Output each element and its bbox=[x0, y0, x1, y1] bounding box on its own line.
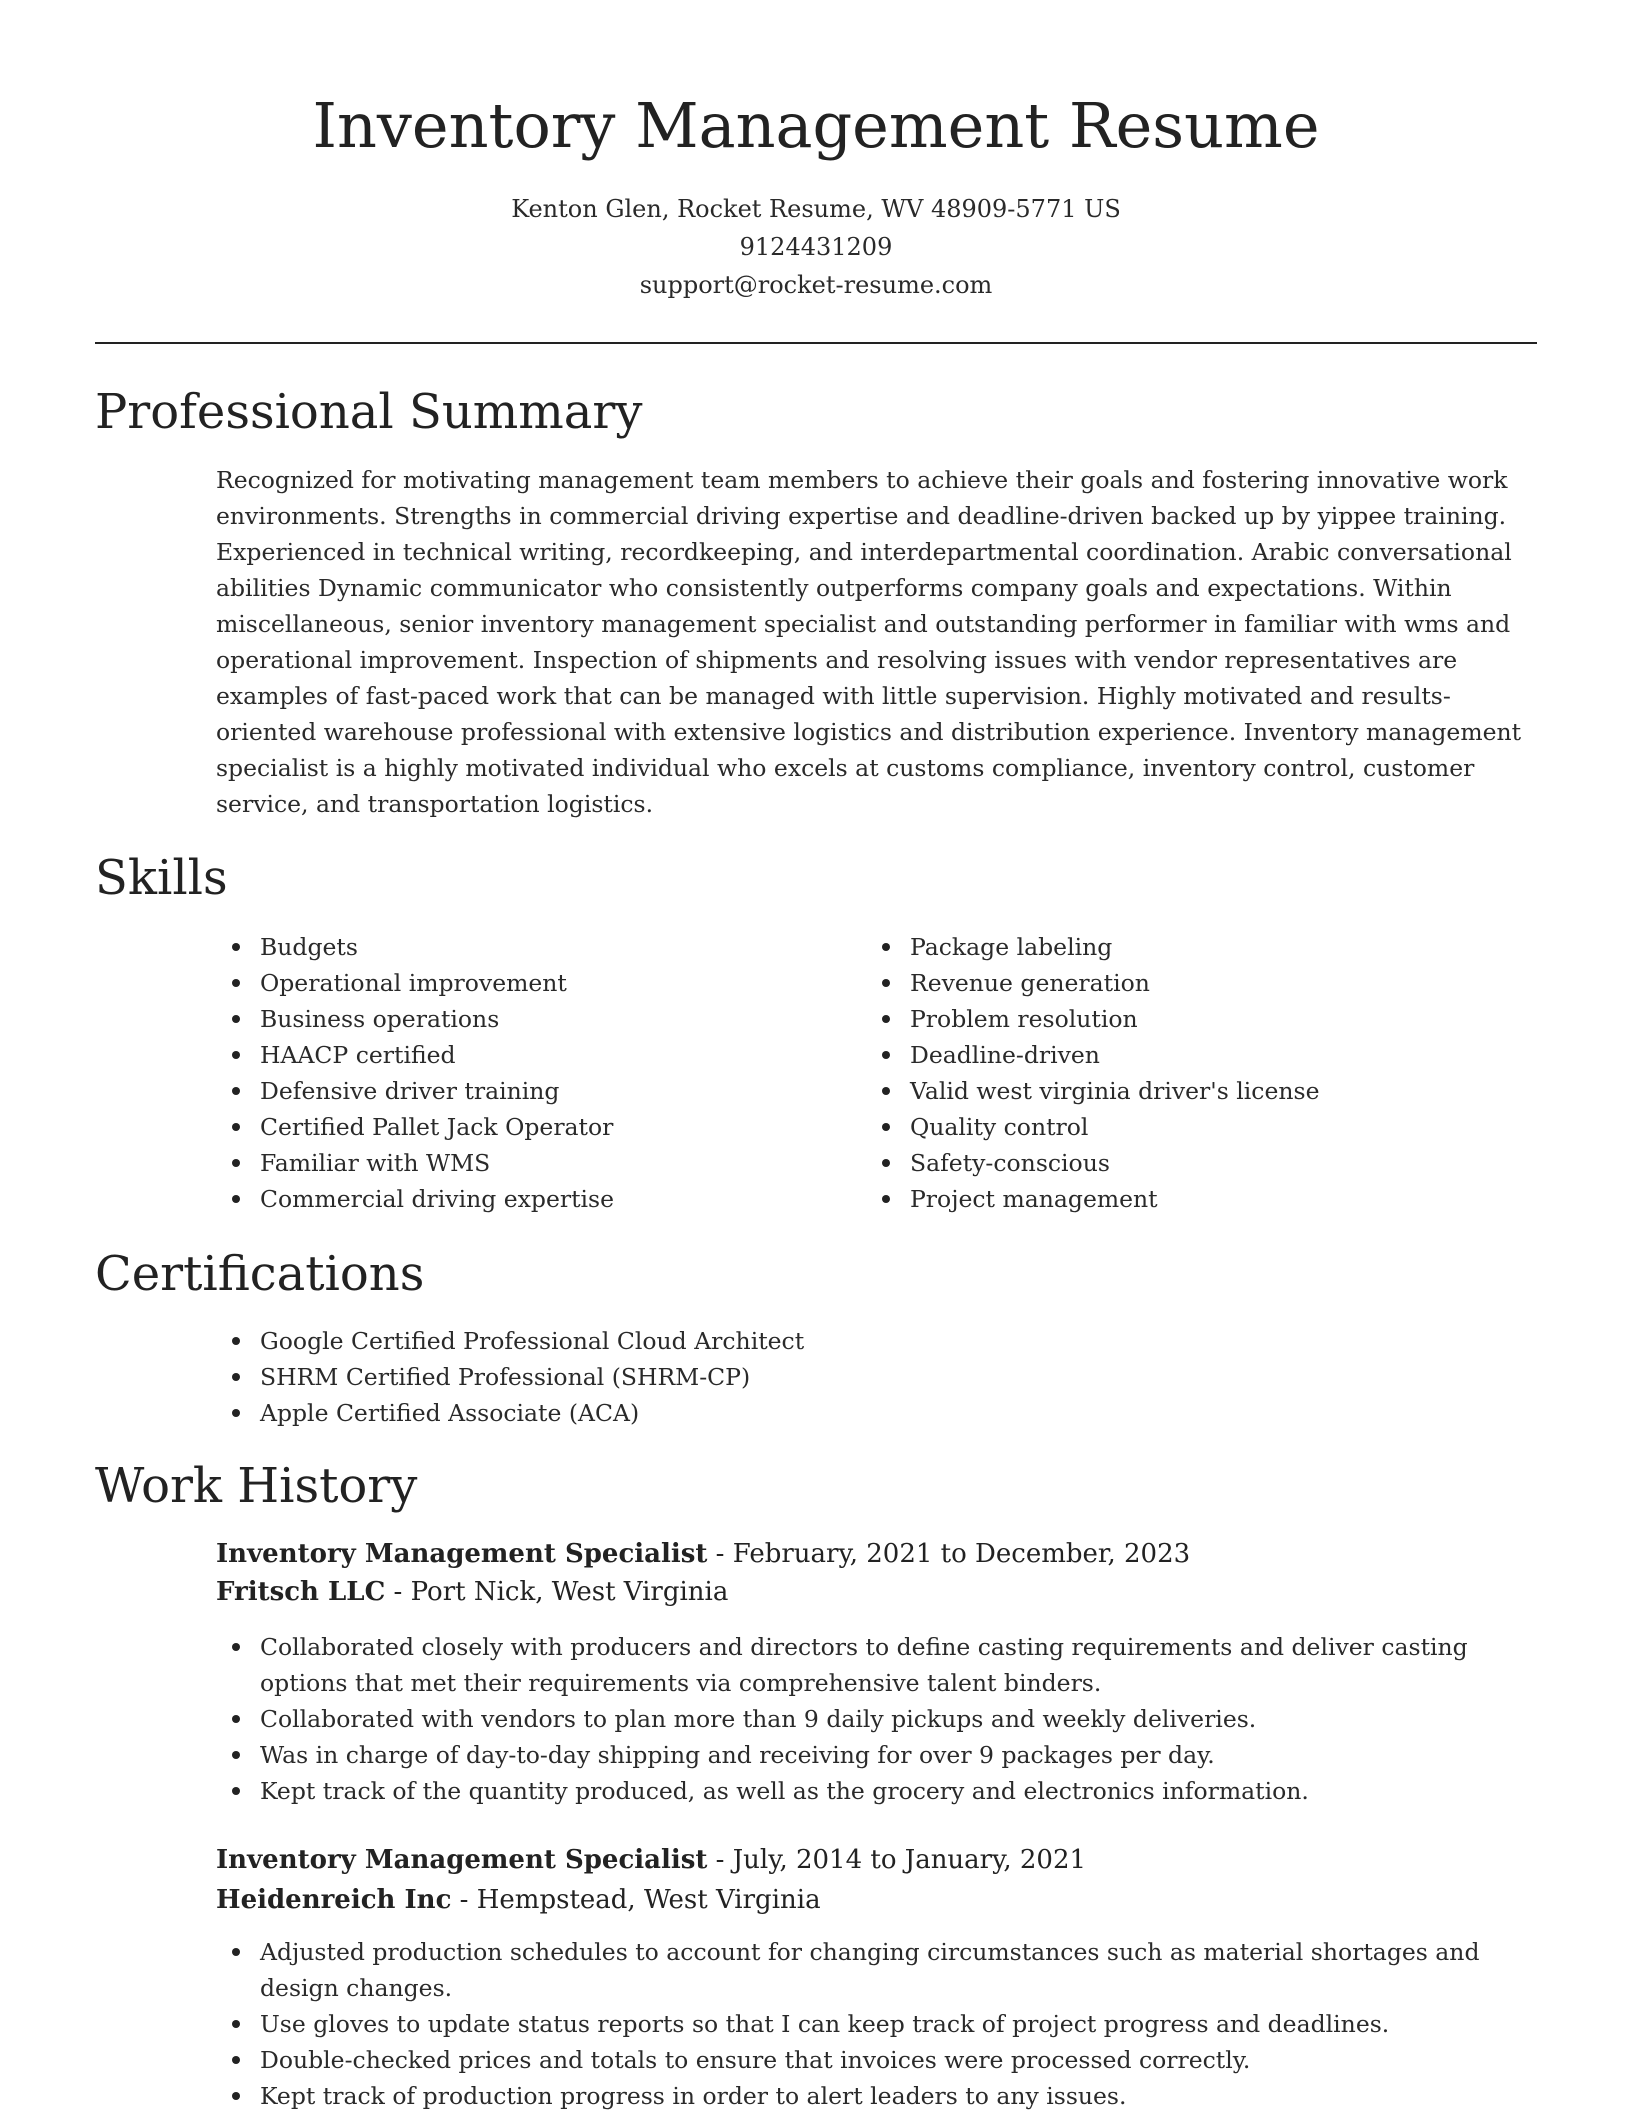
contact-phone: 9124431209 bbox=[739, 233, 893, 261]
list-item: Use gloves to update status reports so that I can keep track of project progress and deadlines. bbox=[260, 2006, 1550, 2042]
job-bullets bbox=[216, 1629, 1550, 1809]
job-title-line bbox=[216, 1535, 1190, 1573]
resume-title: Inventory Management Resume bbox=[312, 89, 1320, 162]
list-item: Operational improvement bbox=[260, 965, 860, 1001]
job-company: Fritsch LLC bbox=[216, 1577, 386, 1607]
list-item: Adjusted production schedules to account for changing circumstances such as material shortages and design changes. bbox=[260, 1934, 1550, 2006]
list-item: Problem resolution bbox=[910, 1001, 1550, 1037]
job-company: Heidenreich Inc bbox=[216, 1885, 452, 1915]
skills-heading: Skills bbox=[95, 850, 228, 906]
list-item: Collaborated with vendors to plan more than 9 daily pickups and weekly deliveries. bbox=[260, 1701, 1550, 1737]
list-item: Safety-conscious bbox=[910, 1145, 1550, 1181]
contact-address: Kenton Glen, Rocket Resume, WV 48909-5771 US bbox=[511, 195, 1121, 223]
list-item: Double-checked prices and totals to ensure that invoices were processed correctly. bbox=[260, 2042, 1550, 2078]
resume-header bbox=[0, 86, 1632, 304]
work-history-heading: Work History bbox=[95, 1458, 418, 1514]
job-role: Inventory Management Specialist bbox=[216, 1845, 708, 1875]
skills-list-left bbox=[216, 929, 860, 1217]
skills-list-right bbox=[866, 929, 1550, 1217]
list-item: Familiar with WMS bbox=[260, 1145, 860, 1181]
list-item: Revenue generation bbox=[910, 965, 1550, 1001]
summary-heading: Professional Summary bbox=[95, 384, 643, 440]
list-item: Certified Pallet Jack Operator bbox=[260, 1109, 860, 1145]
list-item: Project management bbox=[910, 1181, 1550, 1217]
job-role: Inventory Management Specialist bbox=[216, 1539, 708, 1569]
job-location: - Hempstead, West Virginia bbox=[451, 1885, 821, 1915]
job-location: - Port Nick, West Virginia bbox=[385, 1577, 729, 1607]
summary-text: Recognized for motivating management team members to achieve their goals and fostering innovative work environments. Strengths in commercial driving expertise and deadline-driven backed up by yippee training. Experienced in technical writing, recordkeeping, and interdepartmental coordination. Arabic conversational abilities Dynamic communicator who consistently outperforms company goals and expectations. Within miscellaneous, senior inventory management specialist and outstanding performer in familiar with wms and operational improvement. Inspection of shipments and resolving issues with vendor representatives are examples of fast-paced work that can be managed with little supervision. Highly motivated and results-oriented warehouse professional with extensive logistics and distribution experience. Inventory management specialist is a highly motivated individual who excels at customs compliance, inventory control, customer service, and transportation logistics. bbox=[216, 466, 1522, 818]
list-item: Was in charge of day-to-day shipping and receiving for over 9 packages per day. bbox=[260, 1737, 1550, 1773]
list-item: HAACP certified bbox=[260, 1037, 860, 1073]
job-dates: - July, 2014 to January, 2021 bbox=[707, 1845, 1087, 1875]
contact-email: support@rocket-resume.com bbox=[639, 271, 993, 299]
header-divider bbox=[95, 342, 1537, 344]
list-item: Business operations bbox=[260, 1001, 860, 1037]
list-item: Commercial driving expertise bbox=[260, 1181, 860, 1217]
job-title-line bbox=[216, 1841, 1086, 1879]
job-company-line bbox=[216, 1573, 728, 1611]
list-item: Budgets bbox=[260, 929, 860, 965]
list-item: Deadline-driven bbox=[910, 1037, 1550, 1073]
job-bullets bbox=[216, 1934, 1550, 2114]
list-item: Quality control bbox=[910, 1109, 1550, 1145]
list-item: Kept track of the quantity produced, as well as the grocery and electronics information. bbox=[260, 1773, 1550, 1809]
list-item: SHRM Certified Professional (SHRM-CP) bbox=[260, 1359, 1540, 1395]
list-item: Google Certified Professional Cloud Architect bbox=[260, 1323, 1540, 1359]
list-item: Kept track of production progress in order to alert leaders to any issues. bbox=[260, 2078, 1550, 2114]
certifications-heading: Certifications bbox=[95, 1246, 425, 1302]
job-dates: - February, 2021 to December, 2023 bbox=[707, 1539, 1191, 1569]
list-item: Collaborated closely with producers and directors to define casting requirements and deliver casting options that met their requirements via comprehensive talent binders. bbox=[260, 1629, 1550, 1701]
job-company-line bbox=[216, 1881, 821, 1919]
list-item: Apple Certified Associate (ACA) bbox=[260, 1395, 1540, 1431]
list-item: Package labeling bbox=[910, 929, 1550, 965]
list-item: Valid west virginia driver's license bbox=[910, 1073, 1550, 1109]
certifications-list bbox=[216, 1323, 1540, 1431]
list-item: Defensive driver training bbox=[260, 1073, 860, 1109]
